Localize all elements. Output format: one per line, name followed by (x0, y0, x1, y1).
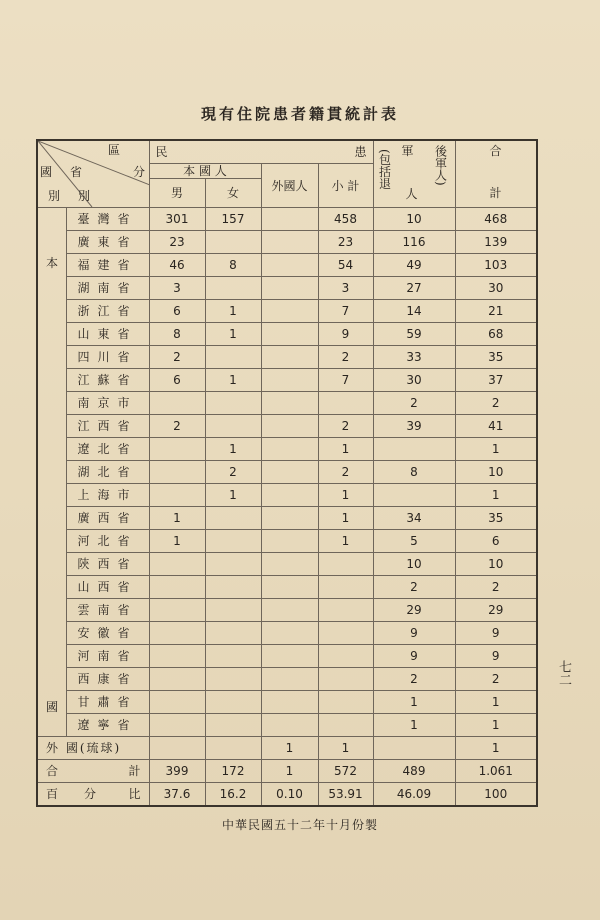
cell-foreign (261, 300, 318, 323)
province-name: 遼寧省 (66, 714, 149, 737)
military-label: 軍 (401, 144, 414, 158)
cell-total: 10 (455, 553, 537, 576)
cell-foreign (261, 208, 318, 231)
cell-foreign (261, 415, 318, 438)
foreign-cell-military (373, 737, 455, 760)
cell-female: 157 (205, 208, 261, 231)
cell-male (149, 668, 205, 691)
table-row (37, 553, 537, 576)
total-label-bottom: 計 (489, 186, 502, 200)
cell-female (205, 392, 261, 415)
table-row (37, 208, 537, 231)
cell-total: 29 (455, 599, 537, 622)
cell-male: 6 (149, 300, 205, 323)
statistics-table (36, 139, 538, 807)
cell-total: 9 (455, 645, 537, 668)
cell-subtotal (318, 622, 373, 645)
cell-military: 59 (373, 323, 455, 346)
percentage-row (37, 783, 537, 807)
cell-total: 2 (455, 576, 537, 599)
table-row (37, 530, 537, 553)
cell-foreign (261, 323, 318, 346)
cell-total: 2 (455, 668, 537, 691)
cell-subtotal: 23 (318, 231, 373, 254)
cell-total: 9 (455, 622, 537, 645)
cell-total: 1 (455, 484, 537, 507)
sum-cell-total: 1.061 (455, 760, 537, 783)
pct-cell-male: 37.6 (149, 783, 205, 807)
table-row (37, 484, 537, 507)
sum-cell-male: 399 (149, 760, 205, 783)
province-name: 湖北省 (66, 461, 149, 484)
corner-label-top: 區 (108, 143, 121, 157)
table-row (37, 438, 537, 461)
foreign-cell-subtotal: 1 (318, 737, 373, 760)
cell-subtotal: 1 (318, 438, 373, 461)
percentage-row-label (37, 783, 149, 807)
sum-cell-subtotal: 572 (318, 760, 373, 783)
table-row (37, 300, 537, 323)
civilian-label: 民 (155, 145, 168, 159)
cell-total: 37 (455, 369, 537, 392)
cell-subtotal: 3 (318, 277, 373, 300)
pct-cell-subtotal: 53.91 (318, 783, 373, 807)
cell-male (149, 461, 205, 484)
cell-female: 8 (205, 254, 261, 277)
cell-female: 1 (205, 484, 261, 507)
military-note-a: (包括退 (377, 149, 392, 190)
cell-foreign (261, 622, 318, 645)
table-row (37, 691, 537, 714)
cell-female (205, 645, 261, 668)
cell-military (373, 484, 455, 507)
table-row (37, 507, 537, 530)
cell-male: 2 (149, 415, 205, 438)
cell-total: 21 (455, 300, 537, 323)
cell-military: 29 (373, 599, 455, 622)
sum-cell-military: 489 (373, 760, 455, 783)
cell-male: 3 (149, 277, 205, 300)
sum-row-label (37, 760, 149, 783)
cell-subtotal: 9 (318, 323, 373, 346)
corner-label-mid-right: 分 (133, 165, 146, 179)
province-name: 江蘇省 (66, 369, 149, 392)
province-name: 浙江省 (66, 300, 149, 323)
province-name: 廣東省 (66, 231, 149, 254)
cell-subtotal (318, 645, 373, 668)
total-label-top: 合 (489, 144, 502, 158)
table-row (37, 392, 537, 415)
cell-military: 34 (373, 507, 455, 530)
patient-label: 患 (354, 145, 367, 159)
cell-total: 30 (455, 277, 537, 300)
cell-foreign (261, 553, 318, 576)
cell-foreign (261, 714, 318, 737)
cell-foreign (261, 346, 318, 369)
province-name: 臺灣省 (66, 208, 149, 231)
page-number: 七二 (556, 660, 571, 686)
side-label-top: 本 (46, 256, 59, 270)
cell-subtotal: 1 (318, 484, 373, 507)
cell-foreign (261, 668, 318, 691)
cell-total: 68 (455, 323, 537, 346)
cell-female (205, 530, 261, 553)
foreign-row (37, 737, 537, 760)
corner-label-mid-center: 省 (70, 165, 83, 179)
cell-male: 1 (149, 507, 205, 530)
cell-foreign (261, 530, 318, 553)
cell-military (373, 438, 455, 461)
cell-male: 301 (149, 208, 205, 231)
cell-subtotal: 2 (318, 461, 373, 484)
province-name: 西康省 (66, 668, 149, 691)
header-row-1 (37, 140, 537, 164)
cell-military: 1 (373, 691, 455, 714)
cell-male (149, 576, 205, 599)
cell-female (205, 691, 261, 714)
cell-military: 5 (373, 530, 455, 553)
province-name: 南京市 (66, 392, 149, 415)
province-name: 廣西省 (66, 507, 149, 530)
province-name: 甘肅省 (66, 691, 149, 714)
foreign-row-label: 外 國(琉球) (37, 737, 149, 760)
cell-military: 27 (373, 277, 455, 300)
side-label-bottom: 國 (46, 700, 59, 714)
cell-foreign (261, 645, 318, 668)
province-name: 上海市 (66, 484, 149, 507)
cell-female (205, 346, 261, 369)
pct-label-a: 百 (46, 787, 59, 801)
sum-label-a: 合 (46, 764, 59, 778)
table-row (37, 231, 537, 254)
corner-label-bottom-left: 別 (48, 189, 61, 203)
sum-cell-foreign: 1 (261, 760, 318, 783)
province-name: 河北省 (66, 530, 149, 553)
cell-foreign (261, 438, 318, 461)
cell-female (205, 668, 261, 691)
province-name: 河南省 (66, 645, 149, 668)
province-name: 湖南省 (66, 277, 149, 300)
cell-female: 1 (205, 323, 261, 346)
foreign-cell-total: 1 (455, 737, 537, 760)
foreign-cell-female (205, 737, 261, 760)
cell-female (205, 599, 261, 622)
military-header (373, 140, 455, 208)
cell-subtotal (318, 392, 373, 415)
province-name: 遼北省 (66, 438, 149, 461)
cell-male (149, 691, 205, 714)
cell-male: 6 (149, 369, 205, 392)
cell-female (205, 622, 261, 645)
pct-cell-foreign: 0.10 (261, 783, 318, 807)
cell-total: 10 (455, 461, 537, 484)
table-row (37, 599, 537, 622)
table-row (37, 622, 537, 645)
civilian-patient-header (149, 140, 373, 164)
cell-female (205, 576, 261, 599)
province-name: 山東省 (66, 323, 149, 346)
cell-total: 35 (455, 507, 537, 530)
province-name: 福建省 (66, 254, 149, 277)
table-row (37, 714, 537, 737)
sum-label-b: 計 (128, 764, 141, 778)
cell-subtotal: 7 (318, 369, 373, 392)
foreign-cell-foreign: 1 (261, 737, 318, 760)
cell-female (205, 714, 261, 737)
cell-subtotal: 1 (318, 530, 373, 553)
cell-male (149, 622, 205, 645)
military-note-b: 後軍人) (433, 145, 448, 186)
cell-total: 468 (455, 208, 537, 231)
cell-foreign (261, 254, 318, 277)
cell-subtotal (318, 553, 373, 576)
cell-foreign (261, 277, 318, 300)
table-row (37, 346, 537, 369)
cell-military: 10 (373, 208, 455, 231)
female-header: 女 (205, 179, 261, 208)
foreign-header: 外國人 (261, 164, 318, 208)
cell-subtotal: 2 (318, 415, 373, 438)
cell-male (149, 714, 205, 737)
cell-foreign (261, 691, 318, 714)
cell-military: 49 (373, 254, 455, 277)
cell-male: 46 (149, 254, 205, 277)
corner-label-mid-left: 國 (40, 165, 53, 179)
province-name: 安徽省 (66, 622, 149, 645)
cell-female: 1 (205, 369, 261, 392)
cell-total: 1 (455, 438, 537, 461)
cell-total: 1 (455, 691, 537, 714)
cell-military: 33 (373, 346, 455, 369)
cell-foreign (261, 507, 318, 530)
cell-female (205, 231, 261, 254)
province-name: 四川省 (66, 346, 149, 369)
cell-military: 2 (373, 668, 455, 691)
province-name: 山西省 (66, 576, 149, 599)
cell-male (149, 599, 205, 622)
cell-subtotal: 1 (318, 507, 373, 530)
military-person-label: 人 (405, 187, 418, 201)
province-name: 江西省 (66, 415, 149, 438)
cell-male (149, 645, 205, 668)
province-name: 陝西省 (66, 553, 149, 576)
cell-subtotal (318, 668, 373, 691)
subtotal-header: 小 計 (318, 164, 373, 208)
cell-male: 23 (149, 231, 205, 254)
cell-military: 10 (373, 553, 455, 576)
cell-female (205, 553, 261, 576)
cell-subtotal (318, 691, 373, 714)
total-header (455, 140, 537, 208)
cell-total: 41 (455, 415, 537, 438)
cell-foreign (261, 231, 318, 254)
cell-subtotal (318, 714, 373, 737)
cell-female (205, 507, 261, 530)
cell-military: 8 (373, 461, 455, 484)
cell-male (149, 392, 205, 415)
cell-foreign (261, 369, 318, 392)
cell-male: 8 (149, 323, 205, 346)
table-row (37, 277, 537, 300)
footer-note: 中華民國五十二年十月份製 (221, 818, 378, 832)
cell-female (205, 415, 261, 438)
table-row (37, 645, 537, 668)
cell-female: 1 (205, 438, 261, 461)
cell-subtotal (318, 599, 373, 622)
cell-total: 6 (455, 530, 537, 553)
cell-military: 2 (373, 392, 455, 415)
cell-female (205, 277, 261, 300)
cell-subtotal: 7 (318, 300, 373, 323)
sum-row (37, 760, 537, 783)
table-row (37, 576, 537, 599)
cell-foreign (261, 461, 318, 484)
side-label-column (37, 208, 66, 737)
corner-label-bottom-right: 別 (78, 189, 91, 203)
cell-foreign (261, 392, 318, 415)
table-title: 現有住院患者籍貫統計表 (200, 105, 399, 123)
pct-cell-military: 46.09 (373, 783, 455, 807)
cell-male: 1 (149, 530, 205, 553)
cell-female: 1 (205, 300, 261, 323)
cell-total: 103 (455, 254, 537, 277)
cell-total: 35 (455, 346, 537, 369)
table-row (37, 668, 537, 691)
pct-label-c: 比 (128, 787, 141, 801)
domestic-header: 本 國 人 (149, 164, 261, 179)
cell-military: 30 (373, 369, 455, 392)
cell-subtotal: 458 (318, 208, 373, 231)
cell-subtotal: 2 (318, 346, 373, 369)
cell-foreign (261, 576, 318, 599)
male-header: 男 (149, 179, 205, 208)
table-row (37, 461, 537, 484)
sum-cell-female: 172 (205, 760, 261, 783)
cell-male: 2 (149, 346, 205, 369)
cell-male (149, 553, 205, 576)
cell-subtotal: 54 (318, 254, 373, 277)
cell-female: 2 (205, 461, 261, 484)
table-row (37, 415, 537, 438)
province-name: 雲南省 (66, 599, 149, 622)
foreign-cell-male (149, 737, 205, 760)
cell-foreign (261, 599, 318, 622)
cell-foreign (261, 484, 318, 507)
corner-header-cell (37, 140, 149, 208)
cell-military: 39 (373, 415, 455, 438)
cell-subtotal (318, 576, 373, 599)
cell-male (149, 438, 205, 461)
cell-military: 9 (373, 622, 455, 645)
cell-military: 14 (373, 300, 455, 323)
cell-male (149, 484, 205, 507)
table-row (37, 323, 537, 346)
cell-total: 2 (455, 392, 537, 415)
cell-military: 2 (373, 576, 455, 599)
pct-label-b: 分 (84, 787, 97, 801)
cell-total: 139 (455, 231, 537, 254)
pct-cell-total: 100 (455, 783, 537, 807)
table-row (37, 254, 537, 277)
cell-military: 116 (373, 231, 455, 254)
table-row (37, 369, 537, 392)
pct-cell-female: 16.2 (205, 783, 261, 807)
cell-total: 1 (455, 714, 537, 737)
cell-military: 1 (373, 714, 455, 737)
cell-military: 9 (373, 645, 455, 668)
